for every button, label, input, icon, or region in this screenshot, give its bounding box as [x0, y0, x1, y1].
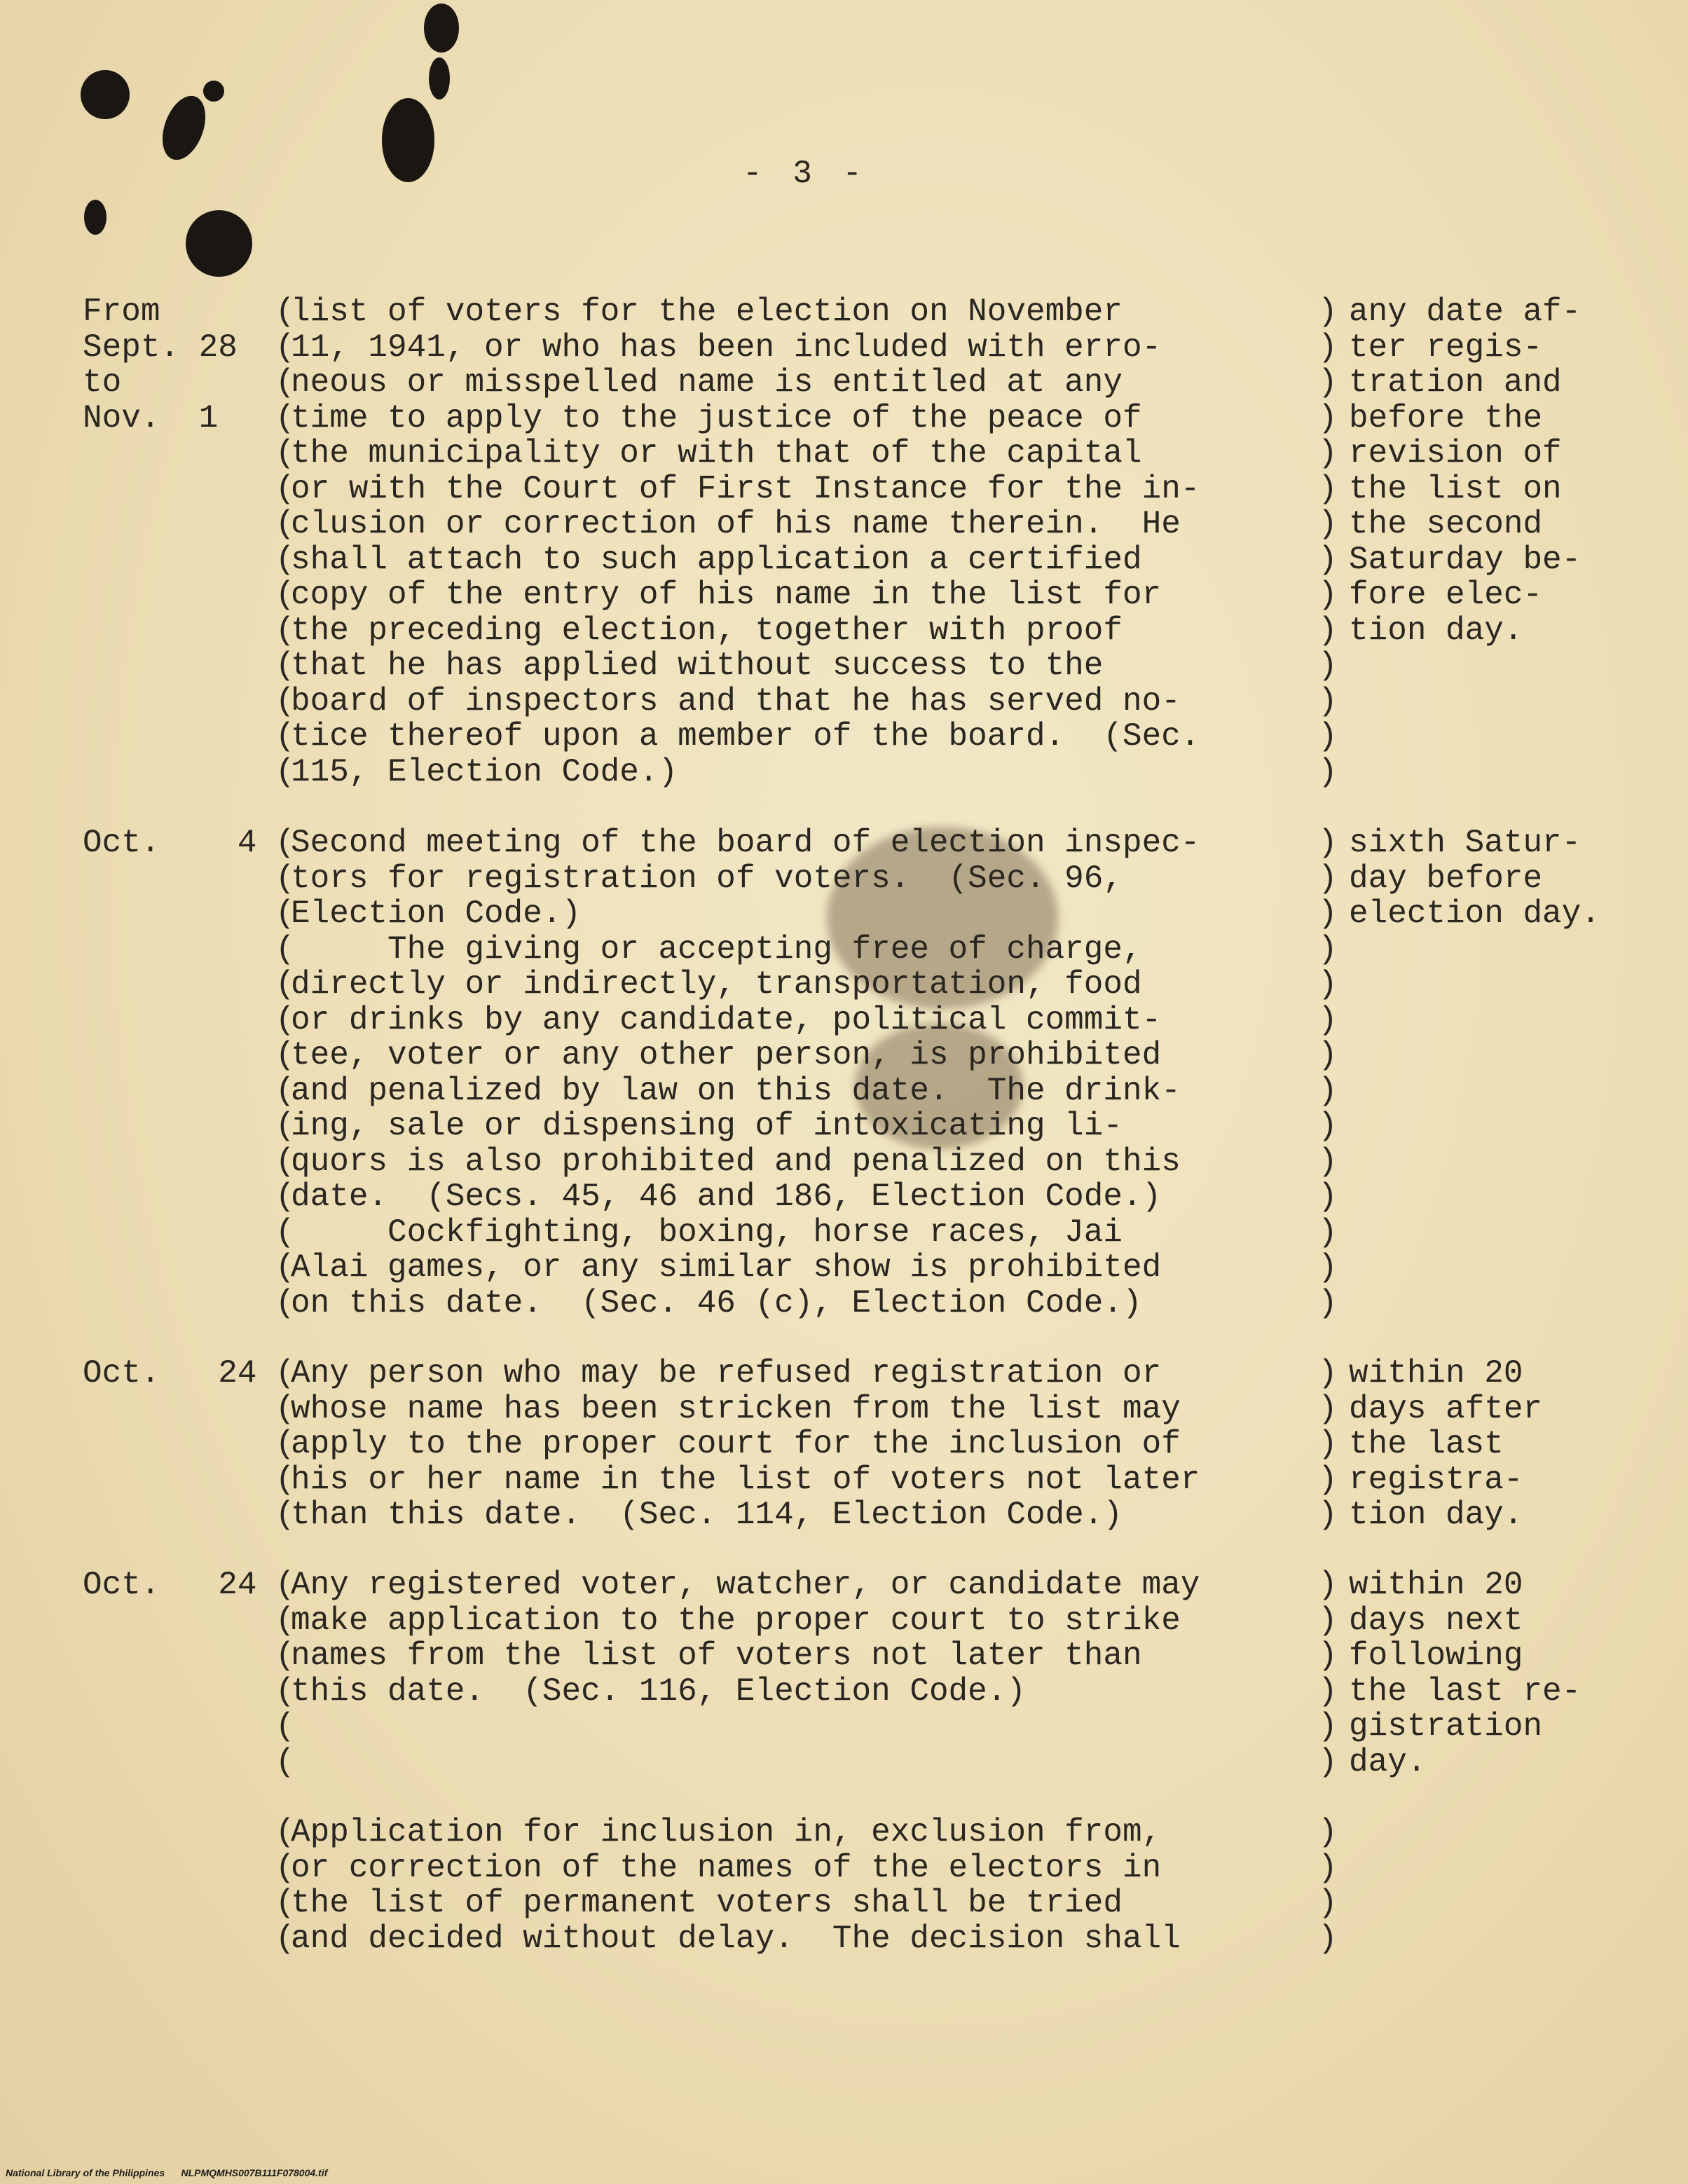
- body-line: this date. (Sec. 116, Election Code.): [291, 1673, 1026, 1710]
- archive-footer: [6, 2167, 327, 2178]
- body-line: the municipality or with that of the capital: [291, 435, 1142, 472]
- body-line: tee, voter or any other person, is prohibited: [291, 1037, 1162, 1073]
- body-line: 115, Election Code.): [291, 753, 678, 790]
- entry-note: [1349, 1567, 1650, 1780]
- file-id: NLPMQMHS007B111F078004.tif: [181, 2167, 328, 2178]
- body-line: or correction of the names of the electors in: [291, 1849, 1162, 1886]
- ink-stain: [81, 70, 130, 119]
- note-line: election day.: [1349, 895, 1600, 932]
- date-line: Nov. 1: [83, 399, 219, 437]
- body-line: shall attach to such application a certified: [291, 541, 1142, 578]
- note-line: gistration: [1349, 1708, 1543, 1745]
- note-line: day before: [1349, 860, 1543, 897]
- body-line: neous or misspelled name is entitled at any: [291, 364, 1123, 401]
- body-line: The giving or accepting free of charge,: [291, 930, 1142, 968]
- body-line: tors for registration of voters. (Sec. 96,: [291, 860, 1123, 897]
- entry-note: [1349, 825, 1650, 932]
- body-line: directly or indirectly, transportation, food: [291, 966, 1142, 1003]
- body-line: time to apply to the justice of the peace of: [291, 399, 1142, 437]
- entry-body: ( list of voters for the election on November ) ( 11, 1941, or who has been included with erro- ) ( neous or misspelled name is entitled at any ) ( time to apply to the justice of the peace of ) ( the municipality or with that of the capital ) ( or with the Court of First Instance for the in- ) ( clusion or correction of his name therein. He ) ( shall attach to such application a certified ) ( copy of the entry of his name in the list for ) ( the preceding election, together with proof ) ( that he has applied without success to the ) ( board of inspectors and that he has served no- ) ( tice thereof upon a member of the board. (Sec. ) ( 115, Election Code.) ): [275, 294, 1338, 790]
- entry-date: [83, 1567, 258, 1603]
- date-line: Oct. 24: [83, 1567, 257, 1603]
- note-line: ter regis-: [1349, 329, 1543, 366]
- body-line: Alai games, or any similar show is prohibited: [291, 1249, 1162, 1286]
- date-line: Sept. 28: [83, 329, 238, 366]
- body-line: Any registered voter, watcher, or candidate may: [291, 1567, 1200, 1603]
- note-line: days after: [1349, 1390, 1543, 1427]
- entry-note: [1349, 1356, 1650, 1533]
- entry-date: [83, 294, 258, 436]
- library-credit: National Library of the Philippines: [6, 2167, 165, 2178]
- body-line: copy of the entry of his name in the list for: [291, 577, 1162, 613]
- body-line: and penalized by law on this date. The drink-: [291, 1072, 1181, 1109]
- body-line: whose name has been stricken from the list may: [291, 1390, 1181, 1427]
- ink-stain: [429, 57, 450, 99]
- entry-body: ( Any person who may be refused registration or ) ( whose name has been stricken from the list may ) ( apply to the proper court for the inclusion of ) ( his or her name in the list of voters not later ) ( than this date. (Sec. 114, Election Code.) ): [275, 1355, 1338, 1533]
- body-line: Election Code.): [291, 895, 582, 932]
- body-line: make application to the proper court to strike: [291, 1602, 1181, 1639]
- entry-body: ( Any registered voter, watcher, or candidate may ) ( make application to the proper court to strike ) ( names from the list of voters not later than ) ( this date. (Sec. 116, Election Code.) ) ( ) ( ): [275, 1567, 1338, 1780]
- note-line: registra-: [1349, 1461, 1523, 1498]
- body-line: that he has applied without success to the: [291, 647, 1104, 684]
- entry-date: [83, 825, 258, 861]
- body-line: Any person who may be refused registration or: [291, 1355, 1162, 1392]
- date-line: From: [83, 294, 160, 330]
- entry-body: ( Application for inclusion in, exclusion from, ) ( or correction of the names of the electors in ) ( the list of permanent voters shall be tried ) ( and decided without delay. The decision shall ): [275, 1814, 1338, 1957]
- ink-stain: [186, 210, 252, 277]
- body-line: or with the Court of First Instance for the in-: [291, 470, 1200, 507]
- body-line: the list of permanent voters shall be tried: [291, 1885, 1123, 1921]
- ink-stain: [84, 200, 107, 235]
- note-line: tion day.: [1349, 1497, 1523, 1533]
- body-line: his or her name in the list of voters not later: [291, 1461, 1200, 1498]
- body-line: ing, sale or dispensing of intoxicating li-: [291, 1108, 1123, 1144]
- note-line: any date af-: [1349, 294, 1581, 330]
- note-line: within 20: [1349, 1355, 1523, 1392]
- body-line: quors is also prohibited and penalized on this: [291, 1143, 1181, 1180]
- note-line: the second: [1349, 506, 1543, 542]
- note-line: revision of: [1349, 435, 1562, 472]
- body-line: the preceding election, together with proof: [291, 612, 1123, 649]
- body-line: date. (Secs. 45, 46 and 186, Election Code.): [291, 1179, 1162, 1215]
- note-line: sixth Satur-: [1349, 825, 1581, 861]
- body-line: Cockfighting, boxing, horse races, Jai: [291, 1214, 1123, 1251]
- body-line: and decided without delay. The decision shall: [291, 1920, 1181, 1957]
- ink-stain: [154, 90, 213, 165]
- entry-note: [1349, 294, 1650, 648]
- date-line: to: [83, 364, 122, 401]
- body-line: 11, 1941, or who has been included with erro-: [291, 329, 1162, 366]
- note-line: the last re-: [1349, 1673, 1581, 1710]
- body-line: Application for inclusion in, exclusion from,: [291, 1814, 1162, 1850]
- note-line: before the: [1349, 399, 1543, 437]
- body-line: or drinks by any candidate, political commit-: [291, 1001, 1162, 1038]
- date-line: Oct. 4: [83, 825, 257, 861]
- note-line: following: [1349, 1637, 1523, 1674]
- body-line: names from the list of voters not later than: [291, 1637, 1142, 1674]
- note-line: tion day.: [1349, 612, 1523, 649]
- entry-date: [83, 1356, 258, 1392]
- body-line: tice thereof upon a member of the board. (Sec.: [291, 718, 1200, 755]
- note-line: days next: [1349, 1602, 1523, 1639]
- body-line: on this date. (Sec. 46 (c), Election Code.): [291, 1284, 1142, 1321]
- entry-body: ( Second meeting of the board of election inspec- ) ( tors for registration of voters. (Sec. 96, ) ( Election Code.) ) ( The giving or accepting free of charge, ) ( directly or indirectly, transportation, food ) ( or drinks by any candidate, political commit- ) ( tee, voter or any other person, is prohibited ) ( and penalized by law on this date. The drink- ) ( ing, sale or dispensing of intoxicating li- ) ( quors is also prohibited and penalized on this ) ( date. (Secs. 45, 46 and 186, Election Code.) ) ( Cockfighting, boxing, horse races, Jai ) ( Alai games, or any similar show is prohibited ) ( on this date. (Sec. 46 (c), Election Code.) ): [275, 825, 1338, 1321]
- note-line: tration and: [1349, 364, 1562, 401]
- body-line: board of inspectors and that he has served no-: [291, 682, 1181, 720]
- note-line: day.: [1349, 1743, 1427, 1780]
- body-line: clusion or correction of his name therein. He: [291, 506, 1181, 542]
- ink-stain: [424, 4, 459, 53]
- note-line: fore elec-: [1349, 577, 1543, 613]
- body-line: Second meeting of the board of election inspec-: [291, 825, 1200, 861]
- ink-stain: [203, 81, 224, 102]
- note-line: Saturday be-: [1349, 541, 1581, 578]
- page-number: - 3 -: [743, 156, 868, 192]
- body-line: list of voters for the election on November: [291, 294, 1123, 330]
- note-line: the list on: [1349, 470, 1562, 507]
- body-line: apply to the proper court for the inclusion of: [291, 1426, 1181, 1462]
- date-line: Oct. 24: [83, 1355, 257, 1392]
- note-line: within 20: [1349, 1567, 1523, 1603]
- ink-stain: [382, 98, 434, 182]
- note-line: the last: [1349, 1426, 1504, 1462]
- body-line: than this date. (Sec. 114, Election Code.): [291, 1497, 1123, 1533]
